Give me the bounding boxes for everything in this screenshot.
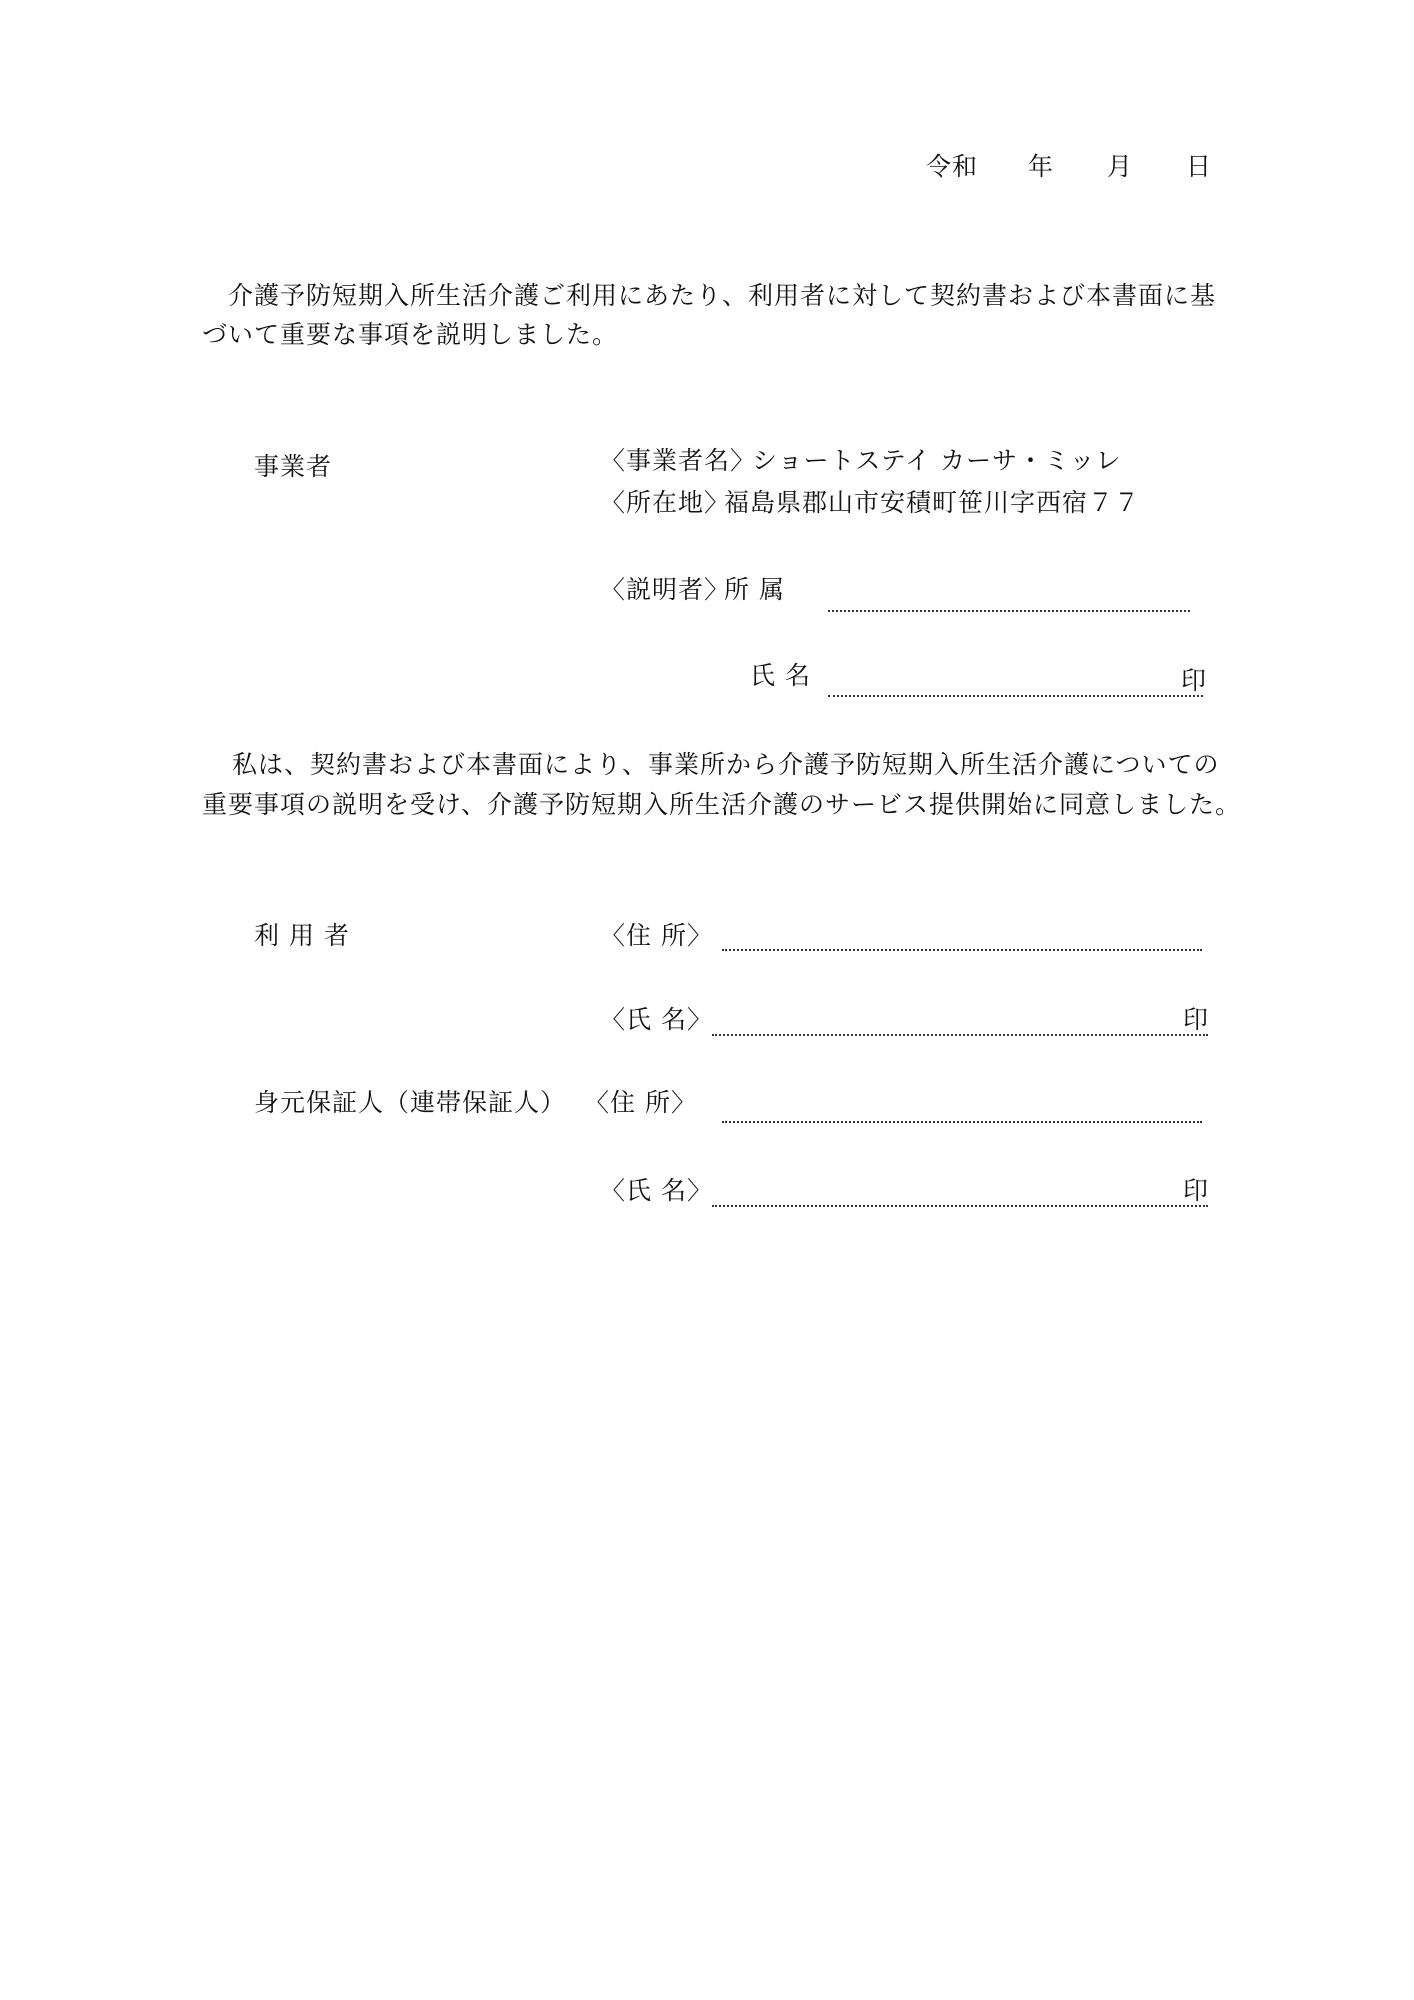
explainer-name-label: 氏 名 (750, 661, 811, 690)
provider-heading: 事業者 (254, 452, 333, 481)
affiliation-field[interactable] (828, 610, 1190, 612)
provider-name-value: ショートステイ カーサ・ミッレ (752, 446, 1122, 475)
guarantor-heading: 身元保証人（連帯保証人） (254, 1088, 567, 1117)
provider-statement-line1: 介護予防短期入所生活介護ご利用にあたり、利用者に対して契約書および本書面に基 (228, 281, 1217, 310)
user-seal: 印 (1183, 1005, 1210, 1034)
explainer-name-field[interactable] (828, 695, 1203, 697)
consent-statement-line1: 私は、契約書および本書面により、事業所から介護予防短期入所生活介護についての (232, 750, 1220, 779)
provider-statement-line2: づいて重要な事項を説明しました。 (202, 320, 619, 349)
consent-statement-line2: 重要事項の説明を受け、介護予防短期入所生活介護のサービス提供開始に同意しました。 (202, 790, 1242, 819)
user-address-label: 〈住 所〉 (600, 921, 713, 950)
explainer-seal: 印 (1181, 666, 1208, 695)
user-heading: 利 用 者 (254, 921, 350, 950)
user-address-field[interactable] (722, 949, 1202, 951)
provider-address-label: 〈所在地〉 (600, 488, 731, 517)
provider-name-label: 〈事業者名〉 (600, 446, 757, 475)
guarantor-address-field[interactable] (722, 1121, 1202, 1123)
guarantor-seal: 印 (1183, 1176, 1210, 1205)
date-day: 日 (1186, 152, 1213, 181)
date-month: 月 (1107, 152, 1134, 181)
guarantor-address-label: 〈住 所〉 (584, 1088, 697, 1117)
guarantor-name-field[interactable] (712, 1205, 1208, 1207)
date-year: 年 (1028, 152, 1055, 181)
guarantor-name-label: 〈氏 名〉 (600, 1176, 713, 1205)
affiliation-label: 所 属 (724, 575, 785, 604)
explainer-label: 〈説明者〉 (600, 575, 731, 604)
user-name-field[interactable] (712, 1034, 1208, 1036)
user-name-label: 〈氏 名〉 (600, 1005, 713, 1034)
provider-address-value: 福島県郡山市安積町笹川字西宿７７ (724, 488, 1141, 517)
date-era: 令和 (926, 152, 979, 181)
